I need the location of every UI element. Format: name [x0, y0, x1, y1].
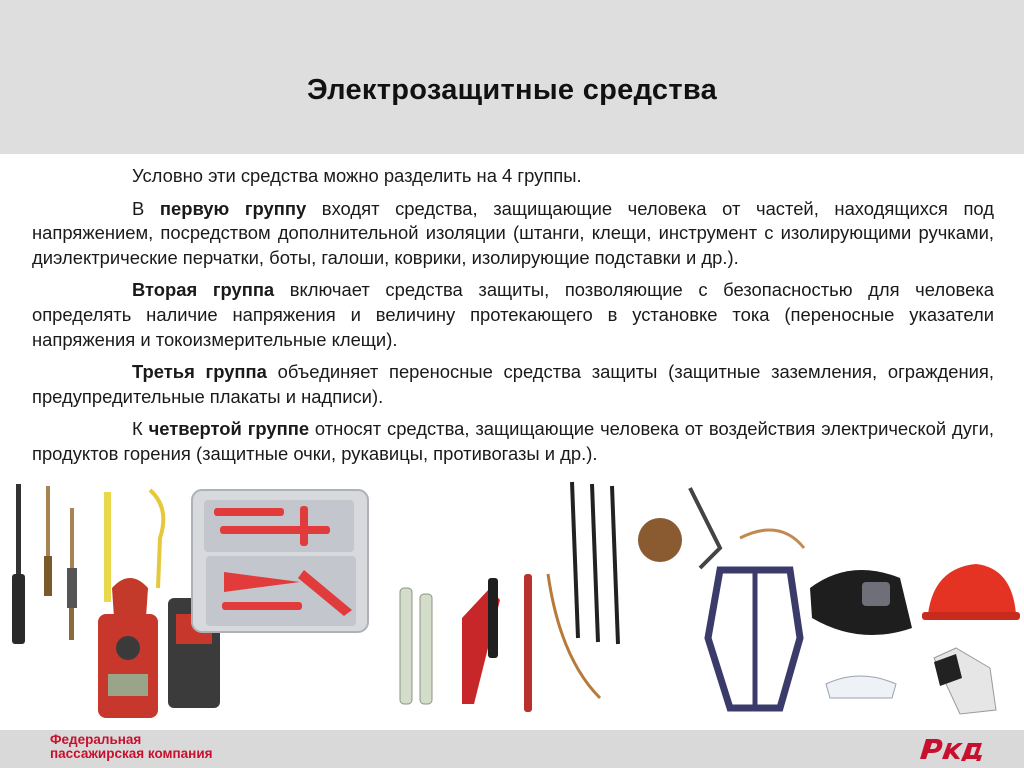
safety-harness-image	[708, 570, 800, 708]
welding-helmet-image	[810, 570, 912, 635]
rzd-logo	[914, 733, 990, 765]
paragraph-group-4	[32, 417, 994, 466]
company-name	[50, 733, 213, 761]
body-text	[32, 164, 994, 475]
equipment-collage	[0, 478, 1024, 730]
safety-goggles-image	[826, 676, 896, 698]
para-text: В	[132, 197, 160, 219]
company-line-1: Федеральная	[50, 732, 142, 747]
slide-title: Электрозащитные средства	[306, 74, 718, 106]
insulated-tool-case-image	[192, 490, 368, 632]
voltage-indicators-image	[400, 574, 532, 712]
para-bold: первую группу	[159, 197, 307, 219]
para-text: Условно эти средства можно разделить на 4 группы.	[132, 165, 582, 186]
insulating-rods-image	[12, 484, 77, 644]
para-bold: Вторая группа	[132, 279, 275, 301]
company-line-2: пассажирская компания	[50, 746, 213, 761]
protective-gloves-image	[934, 648, 996, 714]
para-text: включает средства защиты, позволяющие с безопасностью для человека определять наличие напряжения и величину протекающего в установке тока (переносные указатели напряжения и токоизмерительные клещи).	[32, 279, 994, 350]
paragraph-intro	[32, 164, 994, 189]
para-bold: четвертой группе	[148, 418, 310, 440]
para-text: относят средства, защищающие человека от воздействия электрической дуги, продуктов горения (защитные очки, рукавицы, противогазы и др.).	[32, 418, 994, 464]
hard-hat-image	[922, 564, 1020, 620]
paragraph-group-2	[32, 278, 994, 352]
paragraph-group-3	[32, 360, 994, 409]
para-text: К	[132, 418, 149, 440]
paragraph-group-1	[32, 197, 994, 271]
para-bold: Третья группа	[132, 361, 267, 383]
portable-grounding-image	[548, 482, 804, 698]
para-text: входят средства, защищающие человека от частей, находящихся под напряжением, посредством дополнительной изоляции (штанги, клещи, инструмент с изолирующими ручками, диэлектрические перчатки, боты, галоши, коврики, изолирующие подставки и др.).	[32, 197, 994, 268]
para-text: объединяет переносные средства защиты (защитные заземления, ограждения, предупредительные плакаты и надписи).	[32, 361, 994, 407]
